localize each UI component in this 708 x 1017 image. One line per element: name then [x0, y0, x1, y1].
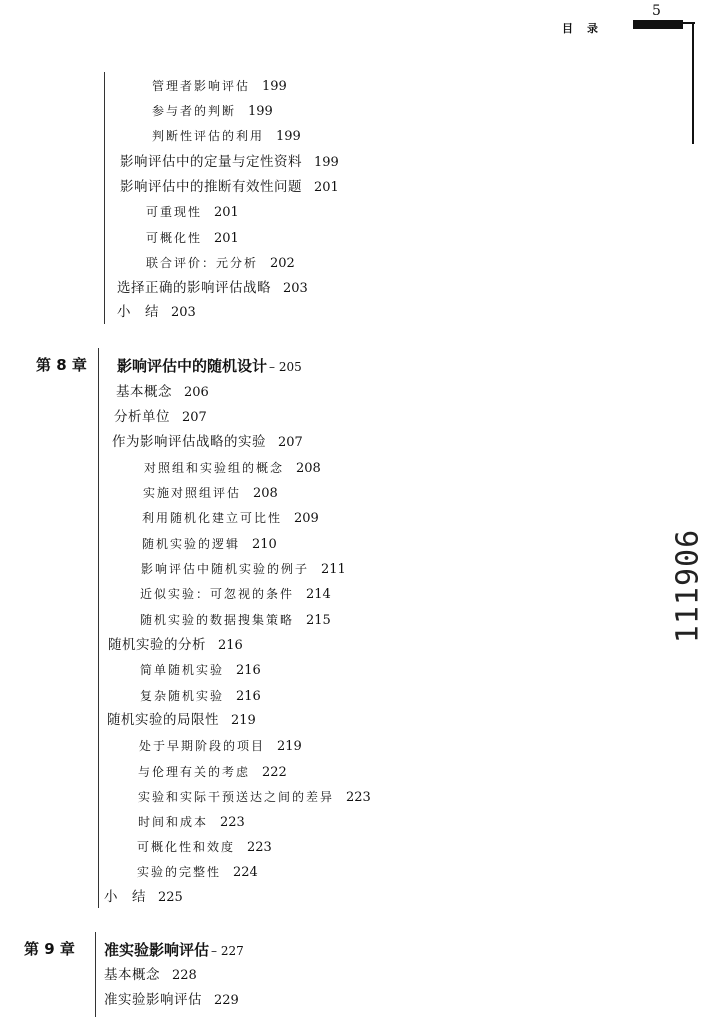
toc-entry-page: 201 [314, 180, 339, 195]
toc-entry-page: 222 [262, 765, 287, 780]
toc-entry [138, 789, 371, 806]
chapter-heading [117, 355, 302, 376]
toc-entry-title: 可概化性 [146, 231, 203, 245]
toc-entry-title: 基本概念 [116, 384, 172, 400]
toc-entry-page: 219 [277, 739, 302, 754]
toc-entry-title: 随机实验的局限性 [107, 712, 219, 728]
toc-entry-page: 206 [184, 385, 209, 400]
toc-entry-page: 199 [262, 79, 287, 94]
toc-entry-page: 216 [236, 663, 261, 678]
toc-entry-title: 实施对照组评估 [143, 486, 242, 500]
toc-entry-page: 210 [252, 537, 277, 552]
toc-vertical-rule [95, 932, 96, 1017]
toc-entry-page: 199 [248, 104, 273, 119]
toc-entry-title: 分析单位 [114, 409, 170, 425]
toc-entry-title: 可重现性 [146, 205, 203, 219]
chapter-title: 影响评估中的随机设计 [117, 357, 268, 375]
toc-entry [108, 637, 243, 654]
toc-entry-page: 229 [214, 993, 239, 1008]
toc-vertical-rule [104, 72, 105, 324]
chapter-label: 第 8 章 [36, 356, 87, 374]
toc-entry-page: 211 [321, 562, 346, 577]
toc-entry [120, 179, 339, 196]
toc-entry-page: 215 [306, 613, 331, 628]
toc-entry-title: 影响评估中的推断有效性问题 [120, 179, 302, 195]
toc-entry-title: 作为影响评估战略的实验 [112, 434, 266, 450]
toc-entry-title: 近似实验：可忽视的条件 [140, 587, 295, 601]
toc-entry-page: 203 [171, 305, 196, 320]
toc-entry [138, 814, 245, 831]
toc-entry [146, 204, 239, 221]
toc-entry [104, 992, 239, 1009]
toc-entry-title: 影响评估中的定量与定性资料 [120, 154, 302, 170]
toc-entry-title: 小 结 [104, 889, 146, 905]
toc-entry-page: 224 [233, 865, 258, 880]
toc-entry [140, 662, 261, 679]
toc-entry [104, 967, 197, 984]
toc-entry [117, 304, 196, 321]
side-stamp [670, 528, 706, 644]
toc-entry-title: 与伦理有关的考虑 [138, 765, 251, 779]
toc-entry-page: 199 [314, 155, 339, 170]
toc-entry-title: 利用随机化建立可比性 [142, 511, 283, 525]
toc-entry-title: 基本概念 [104, 967, 160, 983]
toc-entry [137, 839, 272, 856]
side-stamp-number: 111906 [670, 528, 706, 644]
toc-entry-title: 实验和实际干预送达之间的差异 [138, 790, 335, 804]
toc-entry [140, 586, 331, 603]
toc-entry-page: 223 [346, 790, 371, 805]
toc-entry [142, 510, 319, 527]
toc-entry [142, 536, 277, 553]
toc-entry-title: 对照组和实验组的概念 [144, 461, 285, 475]
toc-entry [146, 255, 295, 272]
toc-entry [146, 230, 239, 247]
toc-entry-title: 随机实验的逻辑 [142, 537, 241, 551]
toc-entry-title: 复杂随机实验 [140, 689, 225, 703]
toc-entry-title: 随机实验的分析 [108, 637, 206, 653]
running-header-title: 目录 [562, 22, 612, 35]
toc-entry [116, 384, 209, 401]
toc-entry-title: 小 结 [117, 304, 159, 320]
toc-entry-title: 影响评估中随机实验的例子 [141, 562, 310, 576]
page-number: 5 [652, 3, 661, 19]
chapter-page: – 227 [211, 944, 244, 958]
toc-vertical-rule [98, 348, 99, 908]
toc-entry [152, 78, 287, 95]
header-vertical-rule [692, 22, 694, 144]
toc-entry-title: 简单随机实验 [140, 663, 225, 677]
toc-entry [104, 889, 183, 906]
toc-entry [140, 688, 261, 705]
toc-entry [139, 738, 302, 755]
toc-entry [143, 485, 278, 502]
toc-entry-page: 228 [172, 968, 197, 983]
toc-entry-page: 214 [306, 587, 331, 602]
toc-entry-title: 判断性评估的利用 [152, 129, 265, 143]
chapter-heading [104, 939, 244, 960]
toc-entry-page: 216 [218, 638, 243, 653]
toc-entry [140, 612, 331, 629]
toc-entry-page: 202 [270, 256, 295, 271]
toc-entry-title: 选择正确的影响评估战略 [117, 280, 271, 296]
toc-entry [144, 460, 321, 477]
toc-entry-page: 207 [278, 435, 303, 450]
toc-entry-page: 203 [283, 281, 308, 296]
chapter-label: 第 9 章 [24, 940, 75, 958]
toc-entry [107, 712, 256, 729]
toc-entry [141, 561, 346, 578]
toc-entry-title: 实验的完整性 [137, 865, 222, 879]
toc-entry-page: 201 [214, 231, 239, 246]
toc-entry-title: 时间和成本 [138, 815, 209, 829]
toc-entry [138, 764, 287, 781]
toc-entry [112, 434, 303, 451]
toc-entry [152, 103, 273, 120]
toc-entry-page: 219 [231, 713, 256, 728]
chapter-title: 准实验影响评估 [104, 941, 210, 959]
toc-entry [114, 409, 207, 426]
toc-entry-title: 处于早期阶段的项目 [139, 739, 266, 753]
toc-entry-title: 随机实验的数据搜集策略 [140, 613, 295, 627]
toc-entry-page: 207 [182, 410, 207, 425]
toc-entry-page: 223 [220, 815, 245, 830]
toc-entry-page: 199 [276, 129, 301, 144]
toc-entry-page: 225 [158, 890, 183, 905]
toc-entry-title: 准实验影响评估 [104, 992, 202, 1008]
toc-entry-title: 联合评价：元分析 [146, 256, 259, 270]
toc-entry [120, 154, 339, 171]
toc-entry-page: 216 [236, 689, 261, 704]
toc-entry [152, 128, 301, 145]
toc-entry-title: 参与者的判断 [152, 104, 237, 118]
toc-entry-page: 208 [296, 461, 321, 476]
toc-entry-page: 223 [247, 840, 272, 855]
toc-entry-page: 208 [253, 486, 278, 501]
toc-entry-page: 201 [214, 205, 239, 220]
chapter-page: – 205 [269, 360, 302, 374]
toc-entry [137, 864, 258, 881]
toc-entry-page: 209 [294, 511, 319, 526]
toc-entry [117, 280, 308, 297]
toc-entry-title: 可概化性和效度 [137, 840, 236, 854]
toc-entry-title: 管理者影响评估 [152, 79, 251, 93]
header-bar [633, 20, 683, 29]
